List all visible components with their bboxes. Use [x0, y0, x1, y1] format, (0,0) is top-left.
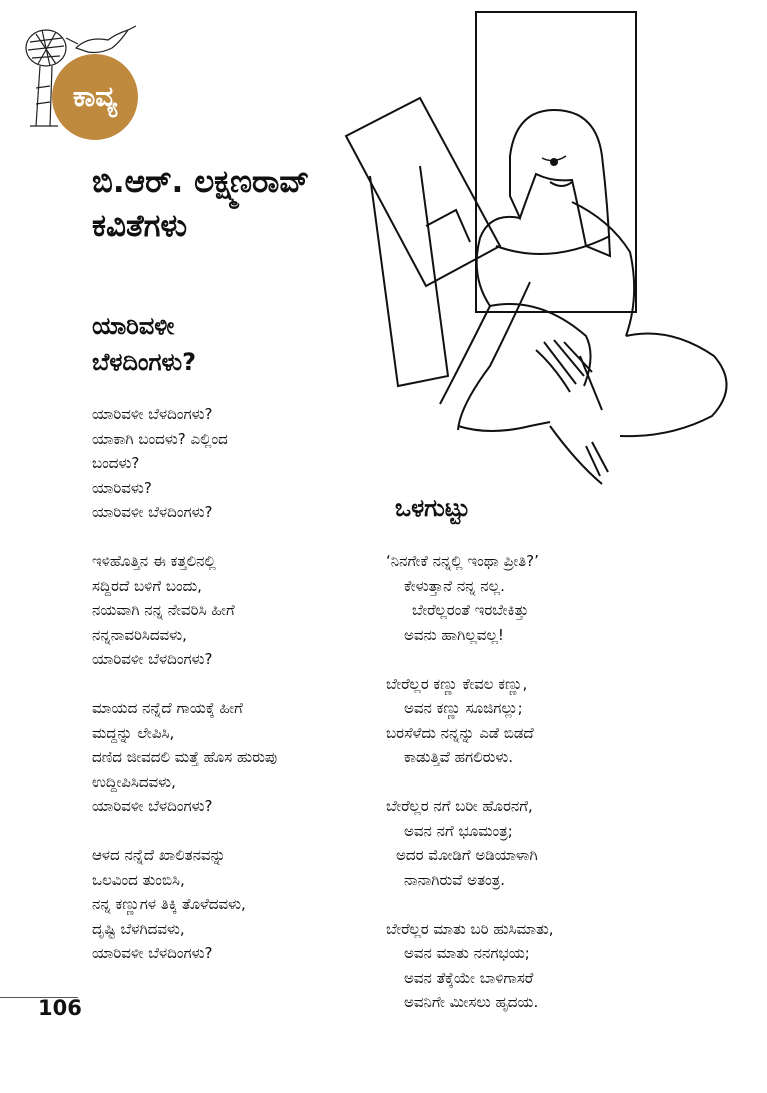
- poem-line: ಮಾಯದ ನನ್ನೆದೆ ಗಾಯಕ್ಕೆ ಹೀಗೆ: [92, 699, 243, 717]
- poem-line: ಬರಸೆಳೆದು ನನ್ನನ್ನು ಎಡೆ ಬಿಡದೆ: [386, 723, 534, 742]
- poem-line: ಒಲವಿಂದ ತುಂಬಿಸಿ,: [92, 870, 185, 889]
- poem-line: ಆಳದ ನನ್ನೆದೆ ಖಾಲಿತನವನ್ನು: [92, 846, 226, 864]
- poem-line: ಯಾರಿವಳು?: [92, 478, 152, 497]
- poem-line: ಯಾರಿವಳೀ ಬೆಳದಿಂಗಳು?: [92, 503, 213, 521]
- poem-line: ‘ನಿನಗೇಕೆ ನನ್ನಲ್ಲಿ ಇಂಥಾ ಪ್ರೀತಿ?’: [386, 552, 539, 570]
- poem-2-stanza: [386, 549, 686, 647]
- poem-2-title: ಒಳಗುಟ್ಟು: [395, 494, 470, 522]
- seated-woman-illustration: [340, 6, 765, 496]
- poem-line: ಅವನಿಗೇ ಮೀಸಲು ಹೃದಯ.: [404, 993, 539, 1011]
- poem-line: ನಾನಾಗಿರುವೆ ಅತಂತ್ರ.: [404, 870, 506, 889]
- poem-line: ಸದ್ದಿರದೆ ಬಳಿಗೆ ಬಂದು,: [92, 576, 202, 595]
- poem-2-stanza: [386, 672, 686, 770]
- poem-line: ಮದ್ದನ್ನು ಲೇಪಿಸಿ,: [92, 723, 175, 742]
- poem-1-title-line-2: ಬೆಳದಿಂಗಳು?: [92, 348, 197, 376]
- poem-line: ಕಾಡುತ್ತಿವೆ ಹಗಲಿರುಳು.: [404, 748, 514, 766]
- poem-line: ಅವನ ಮಾತು ನನಗಭಯ;: [404, 944, 530, 962]
- poem-2-stanza: [386, 917, 686, 1015]
- poem-1-body: [92, 402, 392, 990]
- poem-line: ಅವನ ನಗೆ ಭೂಮಂತ್ರ;: [404, 821, 513, 840]
- poem-line: ಯಾರಿವಳೀ ಬೆಳದಿಂಗಳು?: [92, 650, 213, 668]
- poem-line: ಬೇರೆಲ್ಲರಂತೆ ಇರಬೇಕಿತ್ತು: [412, 601, 529, 619]
- poem-line: ಅವನು ಹಾಗಿಲ್ಲವಲ್ಲ!: [404, 625, 504, 644]
- poem-1-stanza: [92, 843, 392, 966]
- poem-line: ನಯವಾಗಿ ನನ್ನ ನೇವರಿಸಿ ಹೀಗೆ: [92, 601, 235, 619]
- poem-line: ಅವನ ತೆಕ್ಕೆಯೇ ಬಾಳಿಗಾಸರೆ: [404, 968, 534, 987]
- poem-line: ಯಾರಿವಳೀ ಬೆಳದಿಂಗಳು?: [92, 405, 213, 423]
- poem-line: ಯಾಕಾಗಿ ಬಂದಳು? ಎಲ್ಲಿಂದ: [92, 429, 228, 448]
- poem-line: ಉದ್ದೀಪಿಸಿದವಳು,: [92, 772, 176, 791]
- page-title-line-1: ಬಿ.ಆರ್. ಲಕ್ಷ್ಮಣರಾವ್: [92, 164, 310, 200]
- poem-line: ಅದರ ಮೋಡಿಗೆ ಅಡಿಯಾಳಾಗಿ: [396, 846, 538, 864]
- poem-2-stanza: [386, 794, 686, 892]
- poem-line: ದಣಿದ ಜೀವದಲಿ ಮತ್ತೆ ಹೊಸ ಹುರುಪು: [92, 748, 278, 766]
- poem-line: ಅವನ ಕಣ್ಣು ಸೂಜಿಗಲ್ಲು;: [404, 699, 523, 717]
- poem-1-title: [92, 308, 196, 380]
- poem-1-title-line-1: ಯಾರಿವಳೀ: [92, 312, 175, 340]
- poem-line: ದೃಷ್ಟಿ ಬೆಳಗಿದವಳು,: [92, 919, 185, 938]
- page-number: 106: [38, 996, 82, 1020]
- poem-1-stanza: [92, 549, 392, 672]
- poem-line: ಬಂದಳು?: [92, 454, 140, 472]
- poem-1-stanza: [92, 402, 392, 525]
- logo-text: ಕಾವ್ಯ: [72, 80, 118, 113]
- poem-line: ಇಳಿಹೊತ್ತಿನ ಈ ಕತ್ತಲಿನಲ್ಲಿ: [92, 552, 216, 570]
- poem-line: ಬೇರೆಲ್ಲರ ಮಾತು ಬರಿ ಹುಸಿಮಾತು,: [386, 919, 554, 938]
- poem-1-stanza: [92, 696, 392, 819]
- poem-line: ಕೇಳುತ್ತಾನೆ ನನ್ನ ನಲ್ಲ.: [404, 576, 505, 595]
- poem-line: ಯಾರಿವಳೀ ಬೆಳದಿಂಗಳು?: [92, 797, 213, 815]
- page-title-line-2: ಕವಿತೆಗಳು: [92, 208, 188, 244]
- poem-line: ಬೇರೆಲ್ಲರ ನಗೆ ಬರೀ ಹೊರನಗೆ,: [386, 797, 533, 815]
- poem-line: ನನ್ನನಾವರಿಸಿದವಳು,: [92, 625, 187, 644]
- poem-2-body: [386, 549, 686, 1039]
- poem-line: ನನ್ನ ಕಣ್ಣುಗಳ ತಿಕ್ಕಿ ತೊಳೆದವಳು,: [92, 895, 246, 913]
- poem-line: ಬೇರೆಲ್ಲರ ಕಣ್ಣು ಕೇವಲ ಕಣ್ಣು,: [386, 674, 528, 693]
- poem-line: ಯಾರಿವಳೀ ಬೆಳದಿಂಗಳು?: [92, 944, 213, 962]
- logo-badge: [52, 54, 138, 140]
